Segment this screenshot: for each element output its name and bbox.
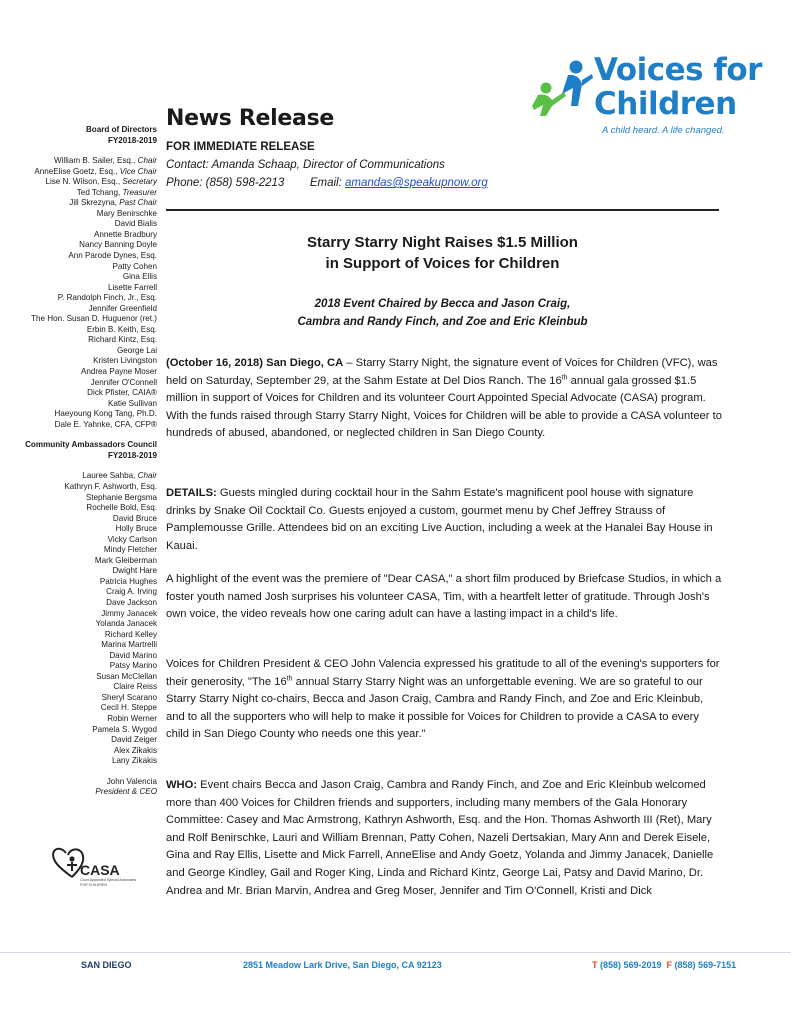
paragraph-quote — [166, 656, 722, 744]
footer-phone-fax — [592, 960, 736, 970]
member-name: William B. Sailer, Esq., — [54, 156, 138, 166]
member-name: Erbin B. Keith, Esq. — [86, 324, 157, 334]
member-name: Katie Sullivan — [107, 398, 157, 408]
member-role: Vice Chair — [119, 166, 157, 176]
casa-sub2: FOR CHILDREN — [80, 883, 107, 887]
p2-text: Guests mingled during cocktail hour in the Sahm Estate's magnificent pool house with signature drinks by Snake Oil Cocktail Co. Guests enjoyed a custom, gourmet menu by Chef Jeffrey Strauss of Pamplemousse Grille. Attendees bid on an exciting Live Auction, including a week at the Hanalei Bay House in Kauai. — [166, 487, 713, 552]
member-name: Dwight Hare — [112, 566, 157, 576]
member-name: Mary Benirschke — [96, 208, 157, 218]
member-role: Chair — [137, 156, 157, 166]
member-row — [20, 482, 157, 493]
member-row — [20, 535, 157, 546]
member-name: Robin Werner — [107, 713, 157, 723]
member-row — [20, 367, 157, 378]
member-role: Chair — [137, 471, 157, 481]
p3-text: A highlight of the event was the premiere of "Dear CASA," a short film produced by Briefcase Studios, in which a foster youth named Josh surprises his volunteer CASA, Tim, with a heartfelt letter of gratitude. Through Josh's own voice, the video reveals how one caring adult can have a lasting impact in a child's life. — [166, 573, 722, 621]
fax-value: (858) 569-7151 — [672, 960, 737, 970]
fax-key: F — [666, 960, 673, 970]
member-row — [20, 262, 157, 273]
member-row — [20, 177, 157, 188]
member-name: Stephanie Bergsma — [85, 492, 157, 502]
member-name: Andrea Payne Moser — [80, 367, 157, 377]
member-name: Jennifer O'Connell — [90, 377, 157, 387]
page-title: News Release — [166, 106, 334, 131]
subheadline — [166, 295, 719, 331]
casa-sub1: Court Appointed Special Advocates — [80, 878, 137, 882]
family-figures-icon — [524, 58, 594, 118]
email-link[interactable]: amandas@speakupnow.org — [345, 177, 488, 189]
subhead-line1: 2018 Event Chaired by Becca and Jason Craig, — [314, 298, 571, 310]
member-row — [20, 409, 157, 420]
member-row — [20, 514, 157, 525]
member-row — [20, 378, 157, 389]
phone-label: Phone: (858) 598-2213 Email: — [166, 177, 345, 189]
member-row — [20, 672, 157, 683]
headline-line2: in Support of Voices for Children — [325, 255, 560, 272]
member-name: Kathryn F. Ashworth, Esq. — [64, 481, 157, 491]
member-row — [20, 209, 157, 220]
member-row — [20, 356, 157, 367]
tel-value: (858) 569-2019 — [597, 960, 667, 970]
member-row — [20, 545, 157, 556]
board-heading: Board of Directors — [85, 125, 157, 134]
member-row — [20, 420, 157, 431]
member-name: David Bialis — [114, 219, 157, 229]
member-name: Haeyoung Kong Tang, Ph.D. — [54, 409, 157, 419]
member-name: George Lai — [116, 345, 157, 355]
member-name: Pamela S. Wygod — [92, 724, 157, 734]
member-row — [20, 293, 157, 304]
member-name: Claire Reiss — [113, 682, 157, 692]
member-row — [20, 587, 157, 598]
member-row — [20, 198, 157, 209]
phone-email-line — [166, 177, 488, 189]
footer-city: SAN DIEGO — [81, 960, 132, 970]
member-row — [20, 735, 157, 746]
member-row — [20, 156, 157, 167]
member-name: Lauree Sahba, — [82, 471, 138, 481]
member-name: Kristen Livingston — [93, 356, 157, 366]
footer — [0, 955, 791, 983]
member-name: Nancy Banning Doyle — [79, 240, 157, 250]
member-row — [20, 746, 157, 757]
member-row — [20, 314, 157, 325]
member-row — [20, 471, 157, 482]
member-row — [20, 493, 157, 504]
council-year: FY2018-2019 — [107, 450, 157, 460]
council-heading: Community Ambassadors Council — [25, 440, 157, 450]
member-role: Past Chair — [119, 198, 157, 208]
footer-divider — [0, 952, 791, 953]
member-name: Gina Ellis — [122, 272, 157, 282]
ceo-name: John Valencia — [106, 776, 157, 786]
member-row — [20, 725, 157, 736]
footer-address: 2851 Meadow Lark Drive, San Diego, CA 92123 — [243, 960, 442, 970]
ceo-title: President & CEO — [95, 787, 157, 797]
voices-for-children-logo — [520, 52, 765, 136]
member-name: Dale E. Yahnke, CFA, CFP® — [54, 419, 157, 429]
member-name: Lany Zikakis — [112, 756, 157, 766]
member-name: Dave Jackson — [106, 597, 157, 607]
p5-text: Event chairs Becca and Jason Craig, Cambra and Randy Finch, and Zoe and Eric Kleinbub welcomed more than 400 Voices for Children friends and supporters, including many members of the Gala Honorary Committee: Casey and Mac Armstrong, Kathryn Ashworth, Esq. and the Hon. Thomas Ashworth III (Ret), Mary and Rolf Benirschke, Lauri and William Brennan, Patty Cohen, Nazeli Dertsakian, Mary Ann and Derek Eisele, Gina and Ray Ellis, Lisette and Mick Farrell, AnneElise and Andy Goetz, Yolanda and Jimmy Janacek, Danielle and George Kindley, Gail and Roger King, Linda and Richard Kintz, George Lai, Patsy and David Marino, Dr. Andrea and Mr. Brian Marvin, Andrea and Greg Moser, Jennifer and Tim O'Connell, Kristi and Dick — [166, 779, 714, 897]
member-name: Ann Parode Dynes, Esq. — [68, 251, 157, 261]
member-row — [20, 272, 157, 283]
member-name: Marina Martrelli — [101, 640, 157, 650]
member-row — [20, 651, 157, 662]
member-row — [20, 640, 157, 651]
member-name: Ted Tchang, — [76, 187, 123, 197]
member-name: Rochelle Bold, Esq. — [86, 503, 157, 513]
member-name: Patricia Hughes — [99, 576, 157, 586]
member-name: Craig A. Irving — [106, 587, 157, 597]
member-row — [20, 167, 157, 178]
member-row — [20, 399, 157, 410]
p1-sup: th — [561, 373, 568, 381]
member-name: Alex Zikakis — [113, 745, 157, 755]
member-row — [20, 524, 157, 535]
p4-sup: th — [286, 674, 293, 682]
member-name: Dick Pfister, CAIA® — [87, 388, 157, 398]
subhead-line2: Cambra and Randy Finch, and Zoe and Eric Kleinbub — [297, 316, 588, 328]
casa-word: CASA — [80, 862, 120, 878]
member-name: David Marino — [109, 650, 157, 660]
member-name: Holly Bruce — [115, 524, 157, 534]
member-name: Vicky Carlson — [107, 534, 157, 544]
headline-line1: Starry Starry Night Raises $1.5 Million — [307, 234, 578, 251]
member-row — [20, 251, 157, 262]
logo-line1: Voices for — [594, 52, 762, 88]
member-row — [20, 503, 157, 514]
member-name: Jennifer Greenfield — [88, 303, 157, 313]
member-name: Sheryl Scarano — [101, 692, 157, 702]
paragraph-who — [166, 777, 722, 900]
p4-text-b: annual Starry Starry Night was an unforgettable evening. We are so grateful to our Starry Starry Night co-chairs, Becca and Jason Craig, Cambra and Randy Finch, and Zoe and Eric Kleinbub, and to all the supporters who will help to make it possible for Voices for Children to provide a CASA to every child in San Diego County who needs one this year." — [166, 675, 704, 741]
member-name: P. Randolph Finch, Jr., Esq. — [57, 293, 157, 303]
member-name: Susan McClellan — [96, 671, 157, 681]
member-row — [20, 283, 157, 294]
logo-tagline: A child heard. A life changed. — [602, 125, 725, 136]
casa-heart-icon — [50, 845, 160, 887]
header-divider — [166, 209, 719, 211]
member-row — [20, 346, 157, 357]
member-row — [20, 335, 157, 346]
who-label: WHO: — [166, 779, 198, 791]
release-status: FOR IMMEDIATE RELEASE — [166, 141, 315, 153]
member-role: Secretary — [122, 177, 157, 187]
details-label: DETAILS: — [166, 487, 217, 499]
member-name: Patty Cohen — [112, 261, 157, 271]
board-year: FY2018-2019 — [107, 135, 157, 145]
member-role: Treasurer — [122, 187, 157, 197]
member-row — [20, 619, 157, 630]
member-row — [20, 566, 157, 577]
contact-line: Contact: Amanda Schaap, Director of Communications — [166, 159, 445, 171]
p1-text-b: annual gala grossed $1.5 million in support of Voices for Children and its volunteer Court Appointed Special Advocate (CASA) program. With the funds raised through Starry Starry Night, Voices for Children will be able to provide a CASA volunteer to hundreds of abused, abandoned, or neglected children in San Diego County. — [166, 374, 722, 440]
member-row — [20, 661, 157, 672]
member-row — [20, 630, 157, 641]
dateline: (October 16, 2018) San Diego, CA — [166, 357, 344, 369]
member-row — [20, 188, 157, 199]
member-name: The Hon. Susan D. Huguenor (ret.) — [31, 314, 157, 324]
logo-line2: Children — [594, 86, 737, 122]
member-name: Mindy Fletcher — [103, 545, 157, 555]
member-name: Mark Gleiberman — [94, 555, 157, 565]
member-row — [20, 304, 157, 315]
member-name: David Bruce — [112, 513, 157, 523]
member-row — [20, 230, 157, 241]
member-row — [20, 682, 157, 693]
member-row — [20, 598, 157, 609]
member-name: David Zeiger — [111, 735, 157, 745]
member-name: Lisette Farrell — [107, 282, 157, 292]
member-row — [20, 609, 157, 620]
member-name: Jill Skrezyna, — [69, 198, 120, 208]
tel-key: T — [592, 960, 598, 970]
member-name: Yolanda Janacek — [95, 619, 157, 629]
p1-text-a: – Starry Starry Night, the signature event of Voices for Children (VFC), was held on Saturday, September 29, at the Sahm Estate at Del Dios Ranch. The 16 — [166, 357, 718, 387]
member-row — [20, 714, 157, 725]
member-name: Cecil H. Steppe — [100, 703, 157, 713]
casa-logo — [50, 845, 160, 885]
member-row — [20, 325, 157, 336]
member-row — [20, 756, 157, 767]
member-row — [20, 556, 157, 567]
member-name: AnneElise Goetz, Esq., — [34, 166, 120, 176]
member-name: Patsy Marino — [109, 661, 157, 671]
member-row — [20, 240, 157, 251]
p4-text-a: Voices for Children President & CEO John Valencia expressed his gratitude to all of the evening's supporters for their generosity, "The 16 — [166, 658, 720, 688]
paragraph-highlight — [166, 571, 722, 624]
member-name: Annette Bradbury — [94, 229, 157, 239]
member-name: Lise N. Wilson, Esq., — [45, 177, 123, 187]
member-row — [20, 388, 157, 399]
member-row — [20, 703, 157, 714]
paragraph-intro — [166, 355, 722, 443]
member-row — [20, 219, 157, 230]
member-name: Richard Kintz, Esq. — [88, 335, 157, 345]
council-members — [20, 471, 157, 766]
headline — [166, 232, 719, 274]
member-name: Richard Kelley — [104, 629, 157, 639]
sidebar-board-list — [20, 125, 157, 798]
member-row — [20, 693, 157, 704]
member-row — [20, 577, 157, 588]
board-members — [20, 156, 157, 430]
member-name: Jimmy Janacek — [101, 608, 157, 618]
paragraph-details — [166, 485, 722, 555]
